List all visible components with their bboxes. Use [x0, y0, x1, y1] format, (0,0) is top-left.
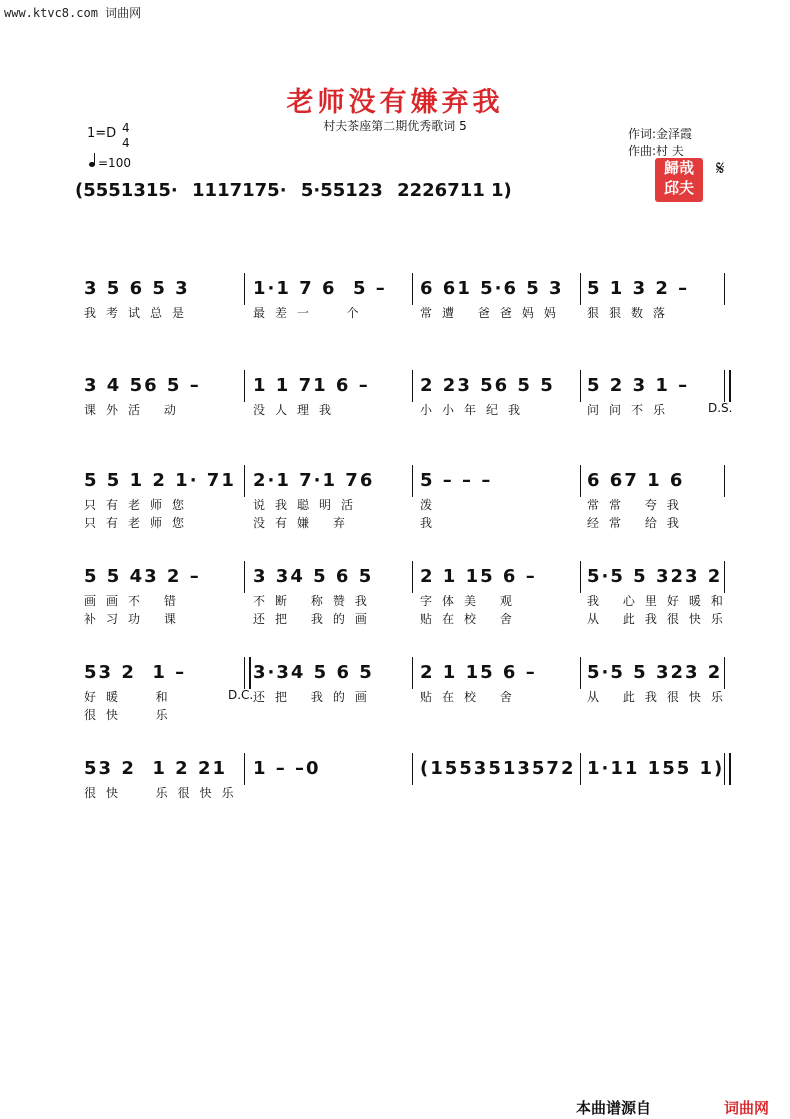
lyric-line-1: 小小年纪我 — [420, 403, 531, 417]
barline — [580, 561, 581, 593]
barline — [412, 465, 413, 497]
measure-notes: 1·1 7 6 5 – — [253, 278, 387, 299]
barline — [244, 273, 245, 305]
measure-notes: 2 23 56 5 5 — [420, 375, 555, 396]
double-barline — [724, 753, 731, 785]
measure-notes: 5 1 3 2 – — [587, 278, 690, 299]
measure-notes: 1·11 155 1) — [587, 758, 725, 779]
lyricist: 作词:金泽霞 — [628, 127, 693, 141]
intro-measure: 2226711 1) — [397, 180, 512, 201]
repeat-mark: D.S. — [708, 401, 733, 415]
tempo-value: =100 — [98, 156, 131, 170]
credits — [628, 126, 692, 160]
barline — [580, 657, 581, 689]
barline — [724, 273, 725, 305]
barline — [244, 465, 245, 497]
barline — [412, 273, 413, 305]
barline — [580, 465, 581, 497]
measure-notes: 3 34 5 6 5 — [253, 566, 374, 587]
barline — [580, 273, 581, 305]
barline — [412, 657, 413, 689]
lyric-line-1: 说我聪明活 — [253, 498, 364, 512]
lyric-line-1: 常常 夸我 — [587, 498, 689, 512]
time-bottom: 4 — [122, 136, 130, 150]
intro-line — [75, 180, 520, 201]
barline — [412, 753, 413, 785]
lyric-line-1: 贴在校 舍 — [420, 690, 522, 704]
repeat-mark: D.C. — [228, 688, 254, 702]
lyric-line-1: 我 心里好暖和 — [587, 594, 733, 608]
measure-notes: 1 – –0 — [253, 758, 321, 779]
lyric-line-1: 从 此我很快乐 — [587, 690, 733, 704]
seal-stamp: 歸哉 邱夫 — [655, 158, 703, 202]
lyric-line-1: 课外活 动 — [84, 403, 186, 417]
lyric-line-1: 泼 — [420, 498, 443, 512]
measure-notes: 3·34 5 6 5 — [253, 662, 374, 683]
barline — [580, 753, 581, 785]
measure-notes: 1 1 71 6 – — [253, 375, 370, 396]
barline — [412, 561, 413, 593]
segno-icon: 𝄋 — [716, 156, 725, 180]
lyric-line-1: 字体美 观 — [420, 594, 522, 608]
key-signature: 1=D — [87, 126, 117, 141]
time-top: 4 — [122, 121, 130, 135]
lyric-line-1: 最差一 个 — [253, 306, 369, 320]
footer-source: 本曲谱源自 — [576, 1099, 652, 1117]
lyric-line-1: 狠狠数落 — [587, 306, 676, 320]
intro-measure: 5·55123 — [300, 180, 383, 201]
intro-measure: (5551315· — [75, 180, 178, 201]
measure-notes: 3 5 6 5 3 — [84, 278, 190, 299]
double-barline — [724, 370, 731, 402]
lyric-line-2: 只有老师您 — [84, 516, 195, 530]
measure-notes: 3 4 56 5 – — [84, 375, 201, 396]
footer-site: 词曲网 — [724, 1099, 770, 1117]
barline — [724, 465, 725, 497]
lyric-line-1: 好暖 和 — [84, 690, 178, 704]
barline — [412, 370, 413, 402]
lyric-line-2: 没有嫌 弃 — [253, 516, 355, 530]
lyric-line-1: 问问不乐 — [587, 403, 676, 417]
quarter-note-icon — [89, 162, 95, 167]
tempo-marking — [89, 156, 131, 170]
watermark: www.ktvc8.com 词曲网 — [4, 6, 142, 20]
measure-notes: 5 2 3 1 – — [587, 375, 690, 396]
score-row — [0, 278, 790, 368]
measure-notes: 6 67 1 6 — [587, 470, 685, 491]
song-subtitle: 村夫茶座第二期优秀歌词 5 — [323, 119, 467, 133]
measure-notes: 2·1 7·1 76 — [253, 470, 375, 491]
lyric-line-1: 还把 我的画 — [253, 690, 377, 704]
measure-notes: 2 1 15 6 – — [420, 566, 537, 587]
measure-notes: 5 – – – — [420, 470, 493, 491]
barline — [244, 370, 245, 402]
lyric-line-2: 还把 我的画 — [253, 612, 377, 626]
lyric-line-2: 很快 乐 — [84, 708, 178, 722]
lyric-line-2: 从 此我很快乐 — [587, 612, 733, 626]
measure-notes: 5·5 5 323 2 — [587, 566, 723, 587]
measure-notes: (1553513572 — [420, 758, 576, 779]
composer: 作曲:村 夫 — [628, 144, 684, 158]
lyric-line-2: 贴在校 舍 — [420, 612, 522, 626]
lyric-line-1: 只有老师您 — [84, 498, 195, 512]
lyric-line-2: 我 — [420, 516, 443, 530]
intro-measure: 1117175· — [192, 180, 287, 201]
measure-notes: 5 5 43 2 – — [84, 566, 201, 587]
lyric-line-1: 不断 称赞我 — [253, 594, 377, 608]
lyric-line-2: 经常 给我 — [587, 516, 689, 530]
time-signature — [122, 121, 130, 151]
double-barline — [244, 657, 251, 689]
barline — [580, 370, 581, 402]
measure-notes: 53 2 1 – — [84, 662, 187, 683]
song-title: 老师没有嫌弃我 — [286, 87, 504, 118]
barline — [724, 561, 725, 593]
measure-notes: 5·5 5 323 2 — [587, 662, 723, 683]
score-row — [0, 758, 790, 848]
lyric-line-1: 我考试总是 — [84, 306, 195, 320]
measure-notes: 5 5 1 2 1· 71 — [84, 470, 236, 491]
measure-notes: 6 61 5·6 5 3 — [420, 278, 564, 299]
lyric-line-1: 没人理我 — [253, 403, 342, 417]
measure-notes: 2 1 15 6 – — [420, 662, 537, 683]
score-row — [0, 662, 790, 752]
score-row — [0, 375, 790, 465]
score-row — [0, 566, 790, 656]
barline — [724, 657, 725, 689]
barline — [244, 753, 245, 785]
barline — [244, 561, 245, 593]
lyric-line-1: 很快 乐很快乐 — [84, 786, 244, 800]
measure-notes: 53 2 1 2 21 — [84, 758, 228, 779]
lyric-line-1: 常遭 爸爸妈妈 — [420, 306, 566, 320]
score-row — [0, 470, 790, 560]
lyric-line-1: 画画不 错 — [84, 594, 186, 608]
lyric-line-2: 补习功 课 — [84, 612, 186, 626]
